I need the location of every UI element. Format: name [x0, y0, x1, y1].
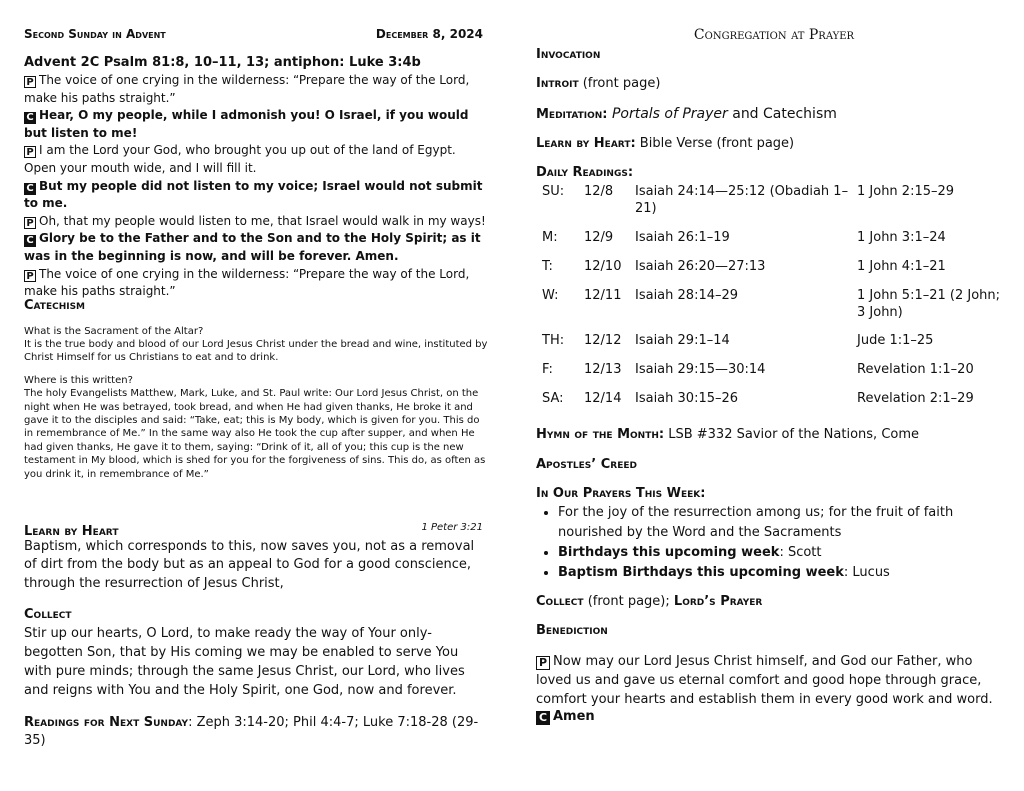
meditation — [536, 106, 837, 122]
congregation-icon: C — [24, 183, 36, 195]
reading-day: SA: — [542, 391, 564, 407]
hymn-label: Hymn of the Month: — [536, 427, 665, 442]
learn-reference: 1 Peter 3:21 — [421, 522, 483, 533]
congregation-icon: C — [536, 711, 550, 725]
reading-row — [536, 361, 1012, 390]
prayer-item-3: • Baptism Birthdays this upcoming week: Lucus — [558, 563, 1012, 583]
congregation-icon: C — [24, 235, 36, 247]
psalm-line: P Oh, that my people would listen to me, that Israel would walk in my ways! — [24, 213, 489, 231]
reading-row — [536, 258, 1012, 287]
catechism-heading: Catechism — [24, 298, 86, 313]
pastor-icon: P — [24, 146, 36, 158]
lords-prayer: Lord’s Prayer — [673, 594, 763, 609]
reading-date: 12/8 — [584, 184, 614, 199]
reading-date: 12/14 — [584, 391, 622, 407]
benediction-text: P Now may our Lord Jesus Christ himself, and God our Father, who loved us and gave us eternal comfort and good hope through grace, comfort your hearts and establish them in every good work and word. — [536, 654, 993, 707]
collect-text: Stir up our hearts, O Lord, to make ready the way of Your only-begotten Son, that by His coming we may be enabled to serve You with pure minds; through the same Jesus Christ, our Lord, who lives and reigns with You and the Holy Spirit, one God, now and forever. — [24, 626, 465, 698]
psalm-section — [24, 54, 489, 301]
next-readings-label: Readings for Next Sunday — [24, 715, 189, 730]
learn-value: Bible Verse (front page) — [639, 136, 795, 151]
invocation: Invocation — [536, 47, 601, 62]
reading-date: 12/11 — [584, 287, 622, 303]
learn-heading: Learn by Heart — [24, 524, 119, 539]
reading-ot: Isaiah 26:20—27:13 — [635, 258, 766, 274]
meditation-rest: and Catechism — [732, 106, 837, 122]
daily-readings-table — [536, 183, 1012, 408]
reading-day: TH: — [542, 333, 565, 349]
catechism-question-1: What is the Sacrament of the Altar? — [24, 325, 204, 337]
reading-nt: 1 John 2:15–29 — [857, 184, 955, 199]
meditation-label: Meditation: — [536, 107, 608, 122]
reading-nt: Revelation 2:1–29 — [857, 391, 974, 407]
catechism-section — [24, 297, 489, 481]
reading-nt: 1 John 3:1–24 — [857, 229, 946, 245]
collect-heading: Collect — [24, 607, 72, 622]
reading-date: 12/9 — [584, 229, 614, 245]
pastor-icon: P — [24, 76, 36, 88]
psalm-title: Advent 2C Psalm 81:8, 10–11, 13; antiphon: Luke 3:4b — [24, 55, 421, 70]
psalm-line: C Glory be to the Father and to the Son and to the Holy Spirit; as it was in the beginning is now, and will be forever. Amen. — [24, 231, 481, 263]
prayers-list — [536, 503, 1012, 583]
psalm-line: P I am the Lord your God, who brought you up out of the land of Egypt. Open your mouth wide, and I will fill it. — [24, 143, 456, 175]
service-date: December 8, 2024 — [375, 27, 483, 41]
catechism-question-2: Where is this written? — [24, 374, 133, 386]
learn-label: Learn by Heart: — [536, 136, 636, 151]
pastor-icon: P — [24, 217, 36, 229]
collect-lords-prayer — [536, 594, 762, 609]
collect-note: (front page); — [587, 594, 670, 609]
psalm-lines — [24, 72, 489, 301]
next-readings: Readings for Next Sunday: Zeph 3:14-20; Phil 4:4-7; Luke 7:18-28 (29-35) — [24, 715, 479, 748]
reading-date: 12/10 — [584, 258, 622, 274]
daily-readings-heading: Daily Readings: — [536, 165, 634, 180]
reading-ot: Isaiah 24:14—25:12 (Obadiah 1–21) — [635, 184, 849, 217]
amen-response: C Amen — [536, 709, 595, 725]
reading-date: 12/13 — [584, 362, 622, 378]
prayer-item-2: • Birthdays this upcoming week: Scott — [558, 543, 1012, 563]
catechism-answer-1: It is the true body and blood of our Lord Jesus Christ under the bread and wine, instituted by Christ Himself for us Christians to eat and to drink. — [24, 339, 488, 364]
reading-day: W: — [542, 287, 559, 303]
next-readings-text: Zeph 3:14-20; Phil 4:4-7; Luke 7:18-28 (29-35) — [24, 715, 479, 748]
collect-label: Collect — [536, 594, 584, 609]
catechism-answer-2: The holy Evangelists Matthew, Mark, Luke, and St. Paul write: Our Lord Jesus Christ, on the night when He was betrayed, took bread, and when He had given thanks, He broke it and gave it to the disciples and said: “Take, eat; this is My body, which is given for you. This do in remembrance of Me.” In the same way also He took the cup after supper, and when He had given thanks, He gave it to them, saying: “Drink of it, all of you; this cup is the new testament in My blood, which is shed for you for the forgiveness of sins. This do, as often as you drink it, in remembrance of Me.” — [24, 388, 486, 480]
reading-row — [536, 287, 1012, 333]
learn-by-heart — [536, 136, 794, 151]
introit — [536, 76, 660, 91]
reading-nt: Jude 1:1–25 — [857, 333, 934, 349]
reading-date: 12/12 — [584, 333, 622, 349]
psalm-line: P The voice of one crying in the wilderness: “Prepare the way of the Lord, make his paths straight.” — [24, 73, 470, 105]
prayers-heading: In Our Prayers This Week: — [536, 486, 706, 501]
reading-ot: Isaiah 28:14–29 — [635, 287, 739, 303]
benediction-heading: Benediction — [536, 623, 608, 638]
pastor-icon: P — [536, 656, 550, 670]
prayer-item-1: • For the joy of the resurrection among us; for the fruit of faith nourished by the Word and the Sacraments — [558, 503, 1012, 543]
reading-day: SU: — [542, 184, 565, 199]
introit-label: Introit — [536, 76, 579, 91]
reading-ot: Isaiah 30:15–26 — [635, 391, 739, 407]
psalm-line: P The voice of one crying in the wilderness: “Prepare the way of the Lord, make his paths straight.” — [24, 266, 470, 299]
psalm-line: C But my people did not listen to my voice; Israel would not submit to me. — [24, 178, 483, 211]
psalm-line: C Hear, O my people, while I admonish you! O Israel, if you would but listen to me! — [24, 108, 469, 140]
reading-ot: Isaiah 29:1–14 — [635, 333, 730, 349]
reading-row — [536, 332, 1012, 361]
congregation-icon: C — [24, 112, 36, 124]
reading-row — [536, 183, 1012, 229]
meditation-italic: Portals of Prayer — [611, 106, 728, 122]
hymn-of-month — [536, 427, 919, 442]
reading-nt: 1 John 4:1–21 — [857, 258, 946, 274]
introit-note: (front page) — [582, 76, 661, 91]
service-name: Second Sunday in Advent — [24, 27, 166, 41]
reading-nt: 1 John 5:1–21 (2 John; 3 John) — [857, 287, 1001, 321]
learn-text: Baptism, which corresponds to this, now saves you, not as a removal of dirt from the body but as an appeal to God for a good conscience, through the resurrection of Jesus Christ, — [24, 539, 475, 591]
reading-day: M: — [542, 229, 558, 245]
collect-section — [24, 606, 489, 700]
reading-nt: Revelation 1:1–20 — [857, 362, 974, 378]
reading-day: F: — [542, 362, 553, 378]
reading-day: T: — [542, 258, 553, 274]
hymn-text: LSB #332 Savior of the Nations, Come — [668, 427, 920, 442]
page-title: Congregation at Prayer — [693, 27, 855, 43]
reading-row — [536, 390, 1012, 407]
pastor-icon: P — [24, 270, 36, 282]
learn-by-heart-section — [24, 520, 489, 593]
apostles-creed: Apostles’ Creed — [536, 457, 637, 472]
reading-ot: Isaiah 26:1–19 — [635, 229, 730, 245]
reading-ot: Isaiah 29:15—30:14 — [635, 362, 766, 378]
reading-row — [536, 229, 1012, 258]
